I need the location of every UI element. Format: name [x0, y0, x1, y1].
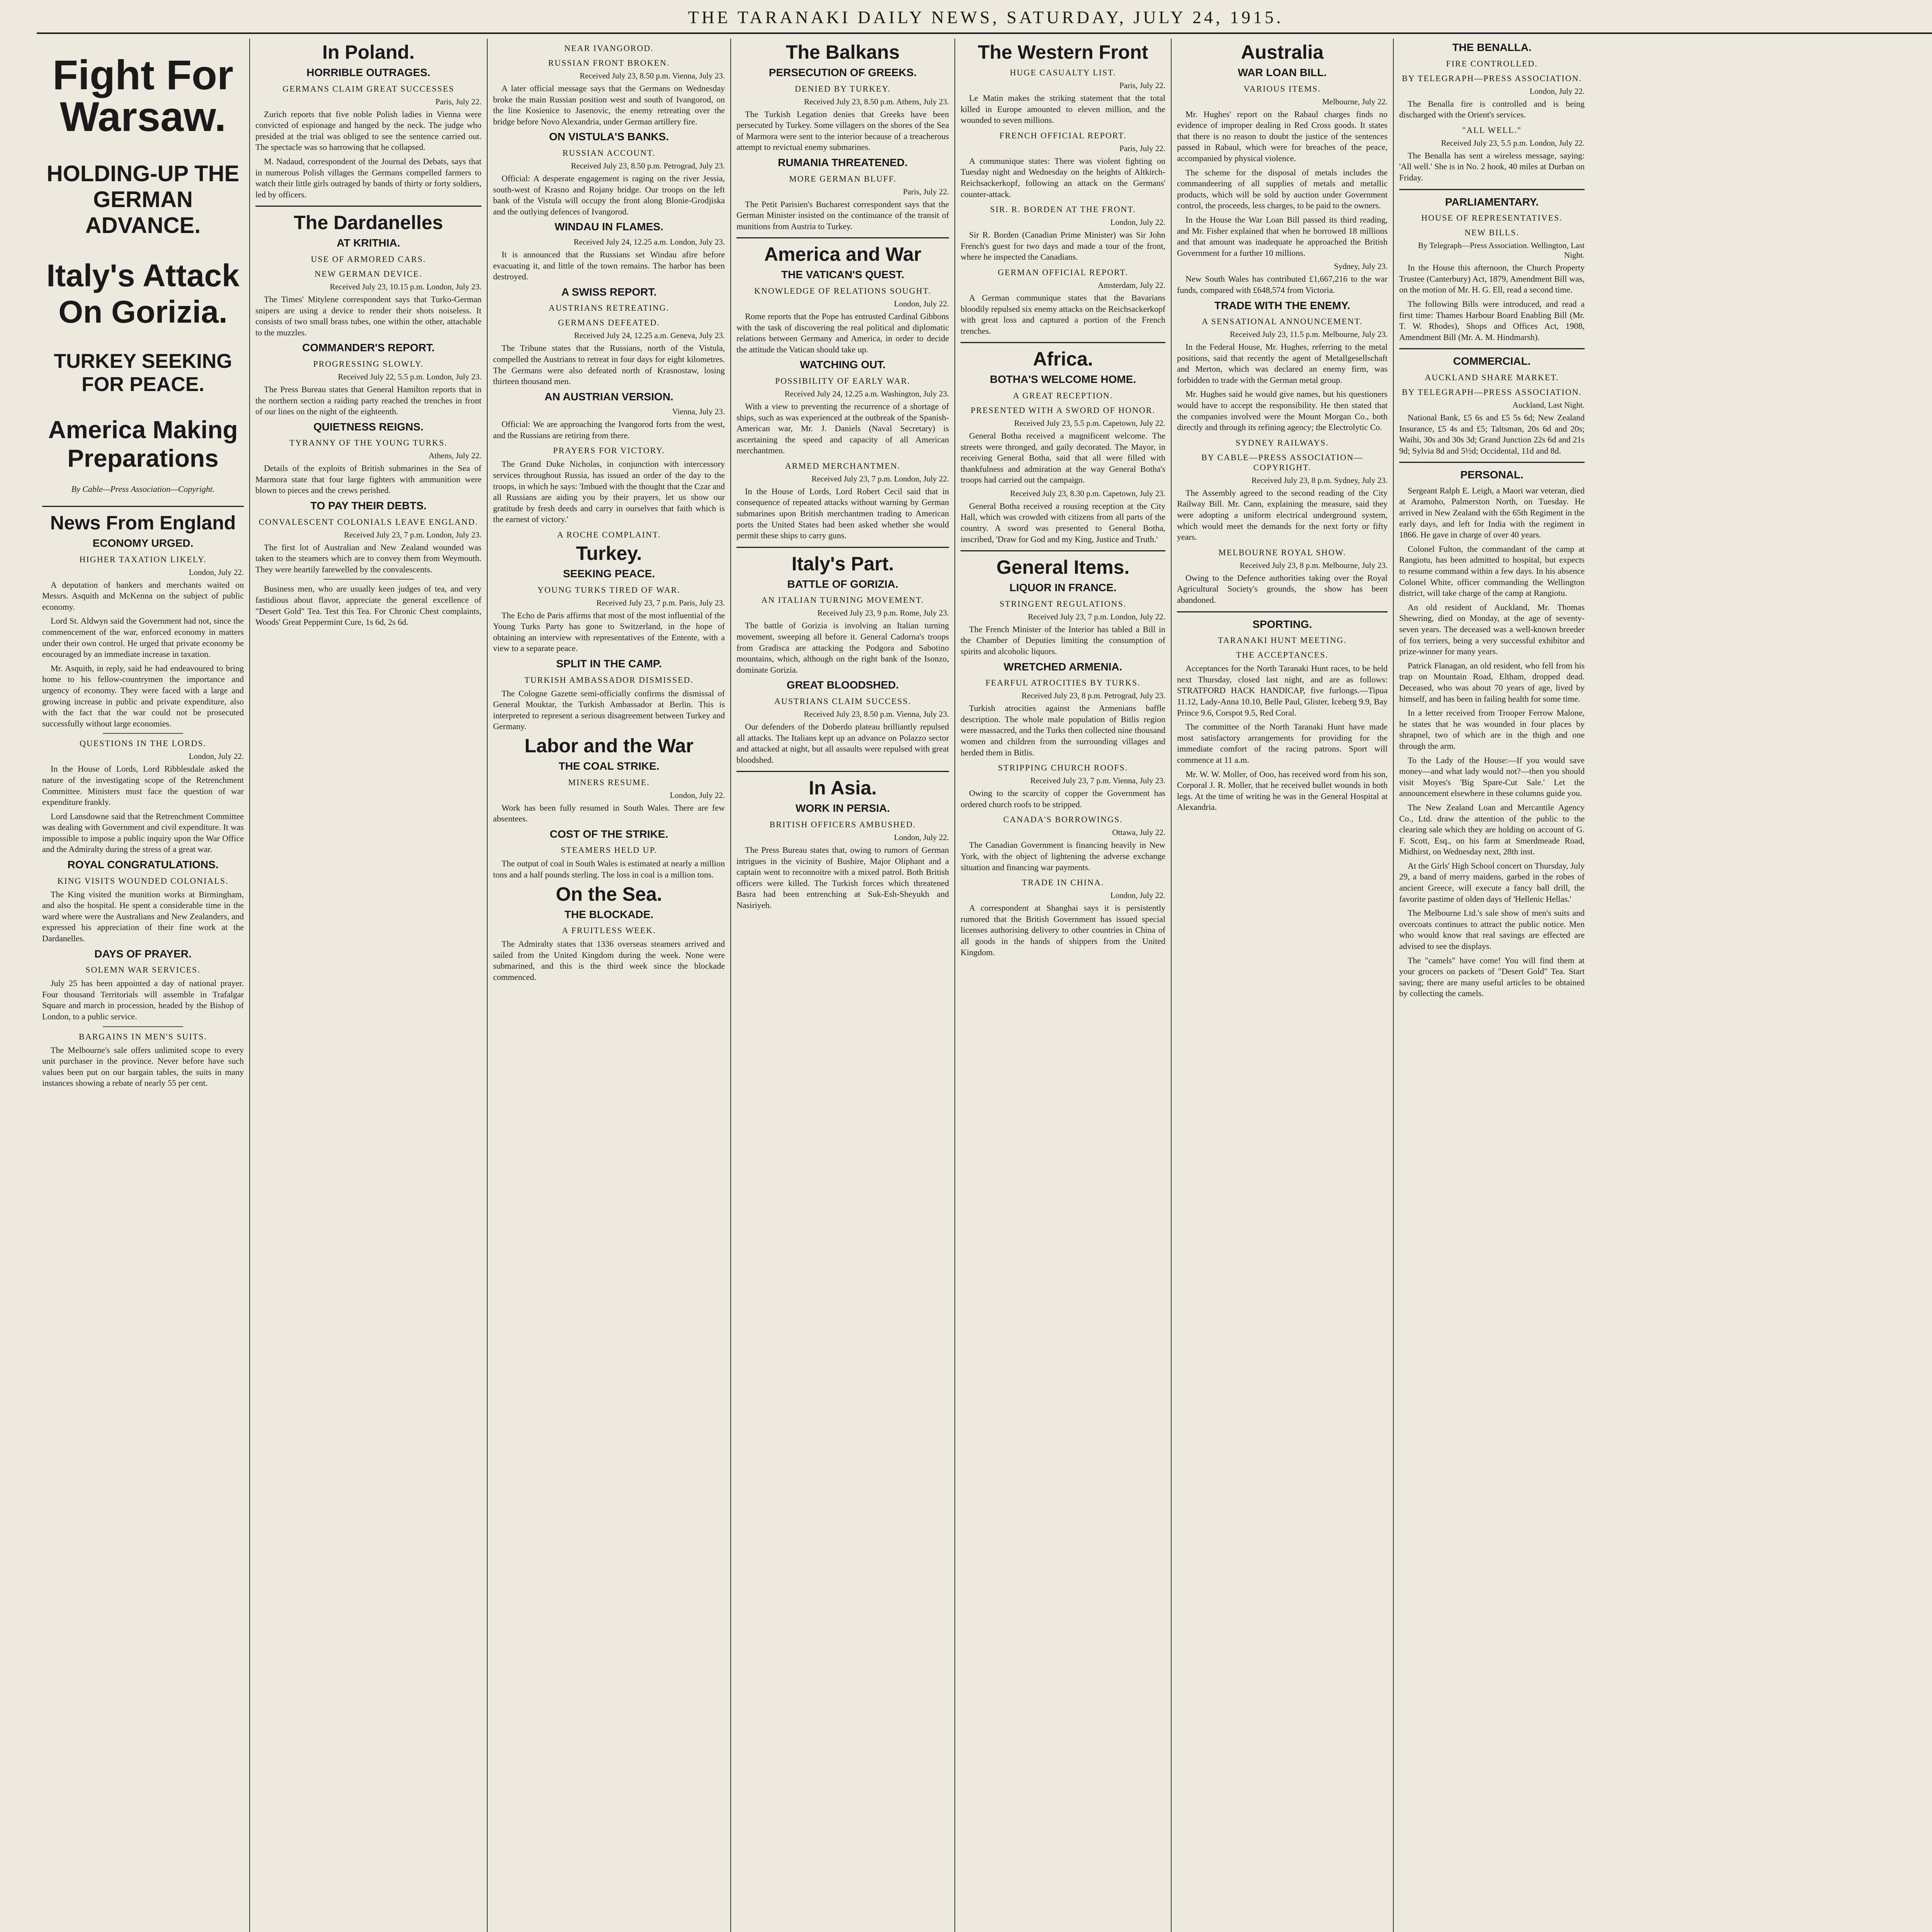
dateline: Melbourne, July 22. — [1322, 97, 1388, 106]
article-kicker: BY TELEGRAPH—PRESS ASSOCIATION. — [1401, 387, 1582, 397]
headline-america-preparations: America Making Preparations — [48, 416, 238, 472]
article-paragraph: The "camels" have come! You will find them at your grocers on packets of "Desert Gold" Tea. Start saving; there are many useful articles to be obtained by collecting the camels. — [1399, 955, 1585, 998]
article-paragraph: It is announced that the Russians set Windau afire before evacuating it, and little of the town remains. The harbor has been destroyed. — [493, 249, 725, 282]
headline-fight-for-warsaw: Fight For Warsaw. — [53, 51, 233, 140]
section-title: General Items. — [996, 556, 1130, 578]
column-6 — [1171, 39, 1393, 1932]
article-paragraph: The Cologne Gazette semi-officially confirms the dismissal of General Mouktar, the Turkish Ambassador at Berlin. This is interpreted to represent a serious disagreement between Turkey and Germany. — [493, 688, 725, 731]
article-kicker: STRINGENT REGULATIONS. — [999, 599, 1127, 609]
article-paragraph: The Canadian Government is financing heavily in New York, with the object of lightening the adverse exchange situation and financing war payments. — [961, 840, 1165, 872]
masthead-rule — [37, 32, 1932, 34]
dateline: Received July 23, 8.50 p.m. Vienna, July 23. — [580, 71, 725, 80]
article-kicker: RUSSIAN ACCOUNT. — [562, 148, 656, 158]
section-title: In Asia. — [809, 777, 877, 799]
section-subtitle: ON VISTULA'S BANKS. — [549, 131, 669, 143]
article-paragraph: A German communique states that the Bavarians bloodily repulsed six enemy attacks on the Reichsackerkopf with great loss and captured a portion of the French trenches. — [961, 293, 1165, 336]
dateline: Received July 24, 12.25 a.m. Washington, July 23. — [784, 389, 949, 398]
article-kicker: FRENCH OFFICIAL REPORT. — [999, 130, 1127, 140]
article-kicker: MELBOURNE ROYAL SHOW. — [1218, 547, 1346, 557]
article-paragraph: Mr. W. W. Moller, of Ooo, has received word from his son, Corporal J. R. Moller, that he received bullet wounds in both legs. At the time of writing he was in the General Hospital at Alexandria. — [1177, 769, 1388, 812]
article-paragraph: A deputation of bankers and merchants waited on Messrs. Asquith and McKenna on the subject of public economy. — [42, 580, 244, 612]
article-paragraph: July 25 has been appointed a day of national prayer. Four thousand Territorials will assemble in Trafalgar Square and march in procession, headed by the Bishop of London, to a public service. — [42, 978, 244, 1021]
section-title: The Dardanelles — [294, 212, 443, 234]
dateline: Received July 22, 5.5 p.m. London, July 23. — [338, 372, 481, 381]
article-paragraph: The Press Bureau states that, owing to rumors of German intrigues in the vicinity of Bushire, Major Oliphant and a captain went to reconnoitre with a mixed patrol. Both British officers were killed. The Turkish forces which threatened Basra had been entrenching at Suk-Esh-Sheyukh and Nasiriyeh. — [736, 845, 949, 910]
article-paragraph: The following Bills were introduced, and read a first time: Thames Harbour Board Enabling Bill (Mr. T. W. Rhodes), Shops and Offices Act, 1908, Amendment Bill (Mr. A. M. Hindmarsh). — [1399, 299, 1585, 342]
article-kicker: KNOWLEDGE OF RELATIONS SOUGHT. — [754, 286, 931, 296]
dateline: Received July 23, 7 p.m. London, July 22. — [1028, 612, 1165, 621]
section-subtitle: ROYAL CONGRATULATIONS. — [67, 859, 219, 871]
dateline: Paris, July 22. — [1119, 143, 1165, 153]
article-kicker: A FRUITLESS WEEK. — [562, 925, 656, 935]
dateline: Received July 23, 8.50 p.m. Athens, July 23. — [804, 97, 949, 106]
article-paragraph: The Tribune states that the Russians, north of the Vistula, compelled the Austrians to retreat in four days for eight kilometres. The Germans were also defeated north of Krasnostaw, losing thirteen thousand men. — [493, 343, 725, 386]
article-kicker: USE OF ARMORED CARS. — [311, 254, 426, 264]
article-kicker: "ALL WELL." — [1462, 125, 1522, 135]
column-4 — [730, 39, 954, 1932]
article-paragraph: General Botha received a magnificent welcome. The streets were thronged, and gaily decorated. The Mayor, in receiving General Botha, said that all were filled with thankfulness and admiration at the way General Botha's troops had carried out the campaign. — [961, 430, 1165, 485]
article-paragraph: The Times' Mitylene correspondent says that Turko-German snipers are using a device to render their shots noiseless. It consists of two small brass tubes, one within the other, attachable to the muzzles. — [255, 294, 481, 337]
section-title: Australia — [1241, 41, 1324, 63]
section-subtitle: ECONOMY URGED. — [92, 537, 194, 549]
dateline: Received July 23, 5.5 p.m. Capetown, July 22. — [1014, 418, 1165, 428]
article-paragraph: Acceptances for the North Taranaki Hunt races, to be held next Thursday, closed last night, and are as follows: STRATFORD HACK HANDICAP, five furlongs.—Tipua 11.12, Lady-Anna 10.10, Belle Paul, Glister, Iceberg 9.9, Bay Prince 9.6, Corspot 9.5, Red Coral. — [1177, 663, 1388, 718]
dateline: Received July 23, 9 p.m. Rome, July 23. — [817, 608, 949, 618]
section-subtitle: SPORTING. — [1252, 618, 1312, 630]
article-kicker: STEAMERS HELD UP. — [561, 845, 657, 855]
article-paragraph: The Turkish Legation denies that Greeks have been persecuted by Turkey. Some villagers on the shores of the Sea of Marmora were sent to the interior because of a treacherous attempt to revictual enemy submarines. — [736, 109, 949, 152]
article-paragraph: Sergeant Ralph E. Leigh, a Maori war veteran, died at Aramoho, Palmerston North, on Tuesday. He arrived in New Zealand with the 65th Regiment in the early days, and left for India with the regiment in 1866. He gave in charge of over 40 years. — [1399, 485, 1585, 540]
dateline: Received July 24, 12.25 a.m. London, July 23. — [573, 237, 725, 247]
article-paragraph: Owing to the scarcity of copper the Government has ordered church roofs to be stripped. — [961, 788, 1165, 809]
article-kicker: THE ACCEPTANCES. — [1236, 650, 1329, 660]
article-paragraph: General Botha received a rousing reception at the City Hall, which was crowded with citizens from all parts of the country. A sword was presented to General Botha, inscribed, 'Draw for God and my King, Justice and Truth.' — [961, 501, 1165, 544]
dateline: Received July 23, 8.50 p.m. Petrograd, July 23. — [571, 161, 725, 170]
column-7 — [1393, 39, 1590, 1932]
divider — [961, 342, 1165, 343]
article-kicker: CONVALESCENT COLONIALS LEAVE ENGLAND. — [259, 517, 478, 527]
article-paragraph: Mr. Hughes' report on the Rabaul charges finds no evidence of improper dealing in Red Cross goods. It states that there is no reason to doubt the justice of the sentences passed in Rabaul, which were for breaches of the peace, accompanied by physical violence. — [1177, 109, 1388, 163]
article-kicker: GERMANS DEFEATED. — [558, 318, 660, 328]
column-1 — [37, 39, 249, 1932]
article-kicker: PROGRESSING SLOWLY. — [313, 359, 424, 369]
article-kicker: FIRE CONTROLLED. — [1446, 58, 1538, 68]
divider — [1399, 348, 1585, 349]
article-paragraph: Zurich reports that five noble Polish ladies in Vienna were convicted of espionage and hanged by the neck. The judge who presided at the trial was obliged to see the sentence carried out. The spectacle was so harrowing that he collapsed. — [255, 109, 481, 152]
article-kicker: SYDNEY RAILWAYS. — [1235, 437, 1329, 447]
article-paragraph: The battle of Gorizia is involving an Italian turning movement, sweeping all before it. General Cadorna's troops from Gradisca are attacking the Podgora and Sabotino mountains, which, although on the right bank of the Isonzo, dominate Gorizia. — [736, 621, 949, 675]
article-paragraph: The Admiralty states that 1336 overseas steamers arrived and sailed from the United Kingdom during the week. None were submarined, and this is the third week since the blockade commenced. — [493, 939, 725, 982]
section-subtitle: WAR LOAN BILL. — [1238, 66, 1327, 78]
section-subtitle: AN AUSTRIAN VERSION. — [544, 390, 673, 403]
section-subtitle: PARLIAMENTARY. — [1445, 196, 1539, 208]
article-paragraph: The Assembly agreed to the second reading of the City Railway Bill. Mr. Cann, explaining the measure, said they were adopting a uniform electrical underground system, which would meet the demands for the next forty or fifty years. — [1177, 488, 1388, 542]
article-kicker: TURKISH AMBASSADOR DISMISSED. — [524, 675, 694, 685]
article-paragraph: M. Nadaud, correspondent of the Journal des Debats, says that in numerous Polish villages the Germans compelled farmers to watch their little girls outraged by bands of thirty or forty soldiers, led by officers. — [255, 156, 481, 199]
article-paragraph: Le Matin makes the striking statement that the total killed in Europe amounted to eleven million, and the wounded to seven millions. — [961, 93, 1165, 125]
section-subtitle: TO PAY THEIR DEBTS. — [310, 500, 427, 512]
article-paragraph: The Benalla has sent a wireless message, saying: 'All well.' She is in No. 2 hook, 40 miles at Durban on Friday. — [1399, 150, 1585, 182]
dateline: London, July 22. — [189, 567, 244, 577]
article-paragraph: The output of coal in South Wales is estimated at nearly a million tons and a half pounds sterling. The loss in coal is a million tons. — [493, 859, 725, 879]
article-paragraph: The committee of the North Taranaki Hunt have made most satisfactory arrangements for providing for the immediate comfort of the racing patrons. Sport will commence at 11 a.m. — [1177, 722, 1388, 765]
dateline: Received July 23, 8.30 p.m. Capetown, July 23. — [1010, 488, 1165, 498]
section-subtitle: SPLIT IN THE CAMP. — [556, 658, 662, 670]
section-subtitle: BOTHA'S WELCOME HOME. — [990, 373, 1136, 386]
article-kicker: NEW BILLS. — [1464, 228, 1519, 238]
article-kicker: YOUNG TURKS TIRED OF WAR. — [537, 585, 680, 595]
dateline: Received July 23, 11.5 p.m. Melbourne, July 23. — [1230, 330, 1388, 339]
article-kicker: AN ITALIAN TURNING MOVEMENT. — [761, 595, 924, 605]
divider — [103, 733, 184, 734]
article-kicker: STRIPPING CHURCH ROOFS. — [998, 763, 1128, 773]
article-kicker: RUSSIAN FRONT BROKEN. — [548, 58, 670, 68]
divider — [736, 547, 949, 548]
dateline: Sydney, July 23. — [1334, 262, 1388, 271]
section-subtitle: SEEKING PEACE. — [563, 568, 655, 580]
section-subtitle: DAYS OF PRAYER. — [94, 947, 192, 960]
headline-german-advance: HOLDING-UP THE GERMAN ADVANCE. — [46, 161, 240, 238]
dateline: London, July 22. — [1110, 218, 1165, 227]
article-paragraph: A correspondent at Shanghai says it is persistently rumored that the British Government has issued special licenses authorising delivery to other countries in China of all goods in the hands of shippers from the United Kingdom. — [961, 903, 1165, 957]
dateline: Received July 24, 12.25 a.m. Geneva, July 23. — [574, 331, 725, 340]
section-subtitle: THE COAL STRIKE. — [558, 760, 660, 772]
article-paragraph: Details of the exploits of British submarines in the Sea of Marmora state that four large fighters with ammunition were blown to pieces and the crews perished. — [255, 463, 481, 495]
divider — [961, 550, 1165, 551]
section-subtitle: THE VATICAN'S QUEST. — [781, 269, 905, 281]
article-paragraph: In the House of Lords, Lord Ribblesdale asked the nature of the investigating scope of the Retrenchment Committee. Ministers must face the question of war expenditure frankly. — [42, 764, 244, 807]
section-subtitle: RUMANIA THREATENED. — [778, 156, 908, 168]
dateline: Received July 23, 8.50 p.m. Vienna, July 23. — [804, 709, 949, 719]
article-kicker: AUSTRIANS RETREATING. — [548, 303, 670, 313]
dateline: Paris, July 22. — [903, 187, 949, 196]
section-title: On the Sea. — [556, 883, 662, 905]
section-title: Italy's Part. — [791, 553, 894, 575]
dateline: Received July 23, 8 p.m. Sydney, July 23. — [1251, 475, 1388, 485]
article-kicker: CANADA'S BORROWINGS. — [1003, 815, 1123, 825]
divider — [736, 771, 949, 772]
article-paragraph: The scheme for the disposal of metals includes the commandeering of all supplies of metals and metallic products, which will be sold by auction under Government control, the proceeds, less charges, to be paid to the owners. — [1177, 167, 1388, 211]
dateline: London, July 22. — [1529, 86, 1585, 96]
article-paragraph: New South Wales has contributed £1,667,216 to the war funds, compared with £648,574 from Victoria. — [1177, 274, 1388, 295]
dateline: Received July 23, 10.15 p.m. London, July 23. — [330, 282, 481, 291]
divider — [103, 1026, 184, 1027]
article-paragraph: The King visited the munition works at Birmingham, and also the hospital. He spent a considerable time in the ward where were the Australians and New Zealanders, and expressed his appreciation of their fine work at the Dardanelles. — [42, 889, 244, 944]
article-paragraph: At the Girls' High School concert on Thursday, July 29, a band of merry maidens, garbed in the robes of ancient Greece, will execute a fancy ball drill, the favorite pastime of olden days of 'Hellenic Hellas.' — [1399, 861, 1585, 904]
article-paragraph: In the House the War Loan Bill passed its third reading, and Mr. Fisher explained that when he borrowed 18 millions and that amount was inadequate he approached the British Government for a further 10 millions. — [1177, 214, 1388, 258]
dateline: Received July 23, 7 p.m. London, July 22. — [811, 474, 949, 483]
article-paragraph: Lord St. Aldwyn said the Government had not, since the commencement of the war, enforced economy in matters under their own control. He urged that private economy be encouraged by an immediate increase in taxation. — [42, 616, 244, 659]
article-kicker: GERMAN OFFICIAL REPORT. — [998, 267, 1128, 277]
article-kicker: NEW GERMAN DEVICE. — [315, 269, 422, 279]
article-kicker: MORE GERMAN BLUFF. — [789, 173, 897, 184]
dateline: Vienna, July 23. — [672, 407, 725, 417]
article-kicker: GERMANS CLAIM GREAT SUCCESSES — [282, 83, 454, 94]
divider — [323, 579, 414, 580]
section-title: Africa. — [1033, 348, 1093, 370]
dateline: London, July 22. — [894, 299, 949, 308]
article-paragraph: National Bank, £5 6s and £5 5s 6d; New Zealand Insurance, £5 4s and £5; Taltsman, 20s 6d and 20s; Waihi, 30s and 30s 3d; Grand Junction 22s 6d and 21s 9d; Sylvia 8d and 5½d; Occidental, 11d and 8d. — [1399, 412, 1585, 456]
article-paragraph: The Benalla fire is controlled and is being discharged with the Orient's services. — [1399, 99, 1585, 120]
article-kicker: A GREAT RECEPTION. — [1013, 390, 1113, 400]
section-subtitle: QUIETNESS REIGNS. — [313, 420, 423, 433]
dateline: Received July 23, 5.5 p.m. London, July 22. — [1441, 138, 1585, 148]
article-paragraph: The Grand Duke Nicholas, in conjunction with intercessory services throughout Russia, has issued an order of the day to the troops, in which he says: 'Imbued with the thought that the Czar and all Russians are aiding you by their prayers, let us show our gratitude by fresh deeds and carry in ourselves that faith which is the earnest of victory.' — [493, 459, 725, 524]
byline: By Cable—Press Association—Copyright. — [71, 484, 215, 494]
advertisement-text: Business men, who are usually keen judges of tea, and very fastidious about flavor, appreciate the general excellence of "Desert Gold" Tea. Test this Tea. For Chronic Chest complaints, Woods' Great Peppermint Cure, 1s 6d, 2s 6d. — [255, 584, 481, 627]
article-paragraph: Lord Lansdowne said that the Retrenchment Committee was dealing with Government and civil expenditure. It was impossible to impose a public inquiry upon the War Office and the Admiralty during the stress of a great war. — [42, 811, 244, 854]
section-subtitle: TRADE WITH THE ENEMY. — [1214, 299, 1350, 311]
section-title: In Poland. — [322, 41, 415, 63]
divider — [1399, 189, 1585, 190]
section-subtitle: AT KRITHIA. — [337, 237, 400, 249]
article-paragraph: The French Minister of the Interior has tabled a Bill in the Chamber of Deputies limiting the consumption of spirits and alcoholic liquors. — [961, 624, 1165, 656]
article-kicker: TARANAKI HUNT MEETING. — [1218, 635, 1347, 645]
dateline: London, July 22. — [670, 790, 725, 800]
column-5 — [954, 39, 1171, 1932]
article-paragraph: In a letter received from Trooper Ferrow Malone, he states that he was wounded in four places by shrapnel, two of which are in the thigh and one through the arm. — [1399, 708, 1585, 751]
column-2 — [249, 39, 487, 1932]
article-kicker: POSSIBILITY OF EARLY WAR. — [775, 376, 911, 386]
article-kicker: TYRANNY OF THE YOUNG TURKS. — [289, 438, 448, 448]
headline-italy-gorizia: Italy's Attack On Gorizia. — [46, 258, 240, 330]
article-paragraph: With a view to preventing the recurrence of a shortage of ships, such as was experienced at the outbreak of the Spanish-American war, Mr. J. Daniels (Naval Secretary) is ascertaining the speed and capacity of all American merchantmen. — [736, 401, 949, 456]
article-paragraph: In the House of Lords, Lord Robert Cecil said that in consequence of repeated attacks without warning by German submarines upon British merchantmen trading to American ports the United States had been asked whether she would permit these ships to carry guns. — [736, 486, 949, 541]
article-kicker: A ROCHE COMPLAINT. — [557, 530, 661, 540]
article-paragraph: A later official message says that the Germans on Wednesday broke the main Russian position west and south of Ivangorod, on the line Kosienice to Jasenovic, the enemy retreating over the bridge before Novo Alexandria, under German artillery fire. — [493, 83, 725, 126]
masthead: THE TARANAKI DAILY NEWS, SATURDAY, JULY 24, 1915. — [688, 7, 1284, 27]
section-subtitle: COMMERCIAL. — [1453, 355, 1531, 367]
advertisement-title: BARGAINS IN MEN'S SUITS. — [79, 1031, 207, 1041]
article-paragraph: Rome reports that the Pope has entrusted Cardinal Gibbons with the task of discovering the real political and diplomatic relations between Germany and America, in order to decide the attitude the Vatican should take up. — [736, 311, 949, 354]
section-title: News From England — [50, 512, 236, 534]
article-kicker: BY TELEGRAPH—PRESS ASSOCIATION. — [1401, 73, 1582, 83]
section-subtitle: GREAT BLOODSHED. — [786, 679, 899, 691]
article-kicker: QUESTIONS IN THE LORDS. — [80, 738, 206, 748]
dateline: London, July 22. — [894, 832, 949, 842]
article-kicker: DENIED BY TURKEY. — [794, 83, 891, 94]
article-paragraph: Colonel Fulton, the commandant of the camp at Rangiotu, has been admitted to hospital, but expects to resume command within a few days. In his absence Colonel White, officer commanding the Wellington district, will take charge of the camp at Rangiotu. — [1399, 544, 1585, 598]
dateline: Ottawa, July 22. — [1112, 828, 1165, 837]
article-paragraph: The Press Bureau states that General Hamilton reports that in the northern section a raiding party reached the trenches in front of our lines on the night of the eighteenth. — [255, 384, 481, 417]
section-subtitle: THE BLOCKADE. — [564, 908, 654, 920]
dateline: Received July 23, 7 p.m. Paris, July 23. — [596, 598, 725, 607]
article-kicker: AUSTRIANS CLAIM SUCCESS. — [774, 696, 912, 706]
article-kicker: VARIOUS ITEMS. — [1243, 83, 1321, 94]
headline-turkey-peace: TURKEY SEEKING FOR PEACE. — [54, 350, 232, 396]
section-title: The Western Front — [978, 41, 1148, 63]
section-subtitle: PERSECUTION OF GREEKS. — [769, 66, 917, 78]
article-paragraph: The first lot of Australian and New Zealand wounded was taken to the steamers which are to convey them from Weymouth. They were heartily farewelled by the convalescents. — [255, 542, 481, 574]
divider — [1177, 611, 1388, 612]
article-paragraph: A communique states: There was violent fighting on Tuesday night and Wednesday on the heights of Altkirch-Reichsackerkopf, following an attack on the Germans' counter-attack. — [961, 156, 1165, 199]
dateline: Received July 23, 7 p.m. London, July 23. — [344, 530, 481, 539]
dateline: Received July 23, 8 p.m. Petrograd, July 23. — [1021, 691, 1165, 701]
article-paragraph: An old resident of Auckland, Mr. Thomas Shewring, died on Monday, at the age of seventy-seven years. The deceased was a well-known breeder of fox terriers, being a very successful exhibitor and prize-winner for many years. — [1399, 602, 1585, 656]
article-paragraph: Patrick Flanagan, an old resident, who fell from his trap on Mountain Road, Eltham, dropped dead. Deceased, who was about 70 years of age, lived by himself, and has been in failing health for some time. — [1399, 660, 1585, 704]
article-kicker: HIGHER TAXATION LIKELY. — [79, 554, 207, 564]
section-subtitle: PERSONAL. — [1460, 469, 1524, 481]
article-paragraph: Sir R. Borden (Canadian Prime Minister) was Sir John French's guest for two days and made a tour of the front, where he inspected the Canadians. — [961, 230, 1165, 262]
article-kicker: KING VISITS WOUNDED COLONIALS. — [57, 876, 229, 886]
article-kicker: BY CABLE—PRESS ASSOCIATION—COPYRIGHT. — [1201, 452, 1363, 472]
article-kicker: BRITISH OFFICERS AMBUSHED. — [769, 819, 916, 829]
advertisement-text: The Melbourne's sale offers unlimited scope to every unit purchaser in the province. Never before have such values been put on our bargain tables, the suits in many instances showing a rebate of nearly 55 per cent. — [42, 1045, 244, 1088]
section-subtitle: COMMANDER'S REPORT. — [302, 342, 435, 354]
dateline: Received July 23, 7 p.m. Vienna, July 23. — [1030, 776, 1165, 786]
divider — [1399, 462, 1585, 463]
article-paragraph: To the Lady of the House:—If you would save money—and what lady would not?—then you should visit Moyes's 'Big Spare-Cut Sale.' Let the announcement elsewhere in these columns guide you. — [1399, 755, 1585, 798]
article-kicker: HUGE CASUALTY LIST. — [1010, 68, 1116, 77]
article-kicker: SIR. R. BORDEN AT THE FRONT. — [990, 204, 1136, 214]
article-paragraph: Official: We are approaching the Ivangorod forts from the west, and the Russians are retiring from there. — [493, 419, 725, 440]
section-subtitle: WATCHING OUT. — [800, 359, 886, 371]
section-subtitle: BATTLE OF GORIZIA. — [787, 578, 898, 590]
article-kicker: PRESENTED WITH A SWORD OF HONOR. — [971, 405, 1155, 415]
divider — [736, 237, 949, 238]
article-paragraph: The New Zealand Loan and Mercantile Agency Co., Ltd. draw the attention of the public to the clearing sale which they are holding on account of G. F. Scott, Esq., on his farm at Smerdmeade Road, Midhirst, on Wednesday next, 28th inst. — [1399, 802, 1585, 857]
section-title: America and War — [764, 243, 922, 265]
article-kicker: HOUSE OF REPRESENTATIVES. — [1421, 213, 1563, 223]
dateline: Athens, July 22. — [429, 451, 481, 461]
divider — [42, 506, 244, 507]
dateline: Auckland, Last Night. — [1512, 400, 1585, 410]
article-kicker: ARMED MERCHANTMEN. — [785, 461, 901, 471]
article-paragraph: Our defenders of the Doberdo plateau brilliantly repulsed all attacks. The Italians kept up an advance on Polazzo sector and attacked at night, but all assaults were repulsed with great bloodshed. — [736, 722, 949, 765]
article-paragraph: Mr. Asquith, in reply, said he had endeavoured to bring home to his fellow-countrymen the importance and urgency of economy. They were faced with a large and growing increase in public and private expenditure, also with the fact that the war could not be prosecuted successfully without large economies. — [42, 663, 244, 728]
section-title: Turkey. — [576, 543, 642, 565]
dateline: Paris, July 22. — [1119, 81, 1165, 90]
article-kicker: PRAYERS FOR VICTORY. — [553, 446, 665, 456]
dateline: Paris, July 22. — [435, 97, 481, 106]
article-kicker: FEARFUL ATROCITIES BY TURKS. — [985, 678, 1141, 688]
section-subtitle: COST OF THE STRIKE. — [549, 828, 668, 840]
section-subtitle: HORRIBLE OUTRAGES. — [306, 66, 430, 78]
article-kicker: TRADE IN CHINA. — [1022, 878, 1104, 888]
section-subtitle: WRETCHED ARMENIA. — [1003, 660, 1122, 673]
article-paragraph: In the House this afternoon, the Church Property Trustee (Canterbury) Act, 1879, Amendment Bill was, on the motion of Mr. H. G. Ell, read a second time. — [1399, 263, 1585, 295]
article-paragraph: The Melbourne Ltd.'s sale show of men's suits and overcoats continues to attract the public notice. Men who would know that real savings are effected are advised to see the displays. — [1399, 908, 1585, 951]
article-kicker: MINERS RESUME. — [568, 777, 650, 787]
article-paragraph: In the Federal House, Mr. Hughes, referring to the metal positions, said that recently the agent of Metallgesellschaft and Merton, which was declared an enemy firm, was forbidden to trade with the German metal group. — [1177, 342, 1388, 385]
dateline: Amsterdam, July 22. — [1098, 280, 1165, 290]
dateline: London, July 22. — [189, 752, 244, 761]
article-paragraph: Work has been fully resumed in South Wales. There are few absentees. — [493, 803, 725, 824]
divider — [255, 206, 481, 207]
section-title: The Balkans — [786, 41, 900, 63]
dateline: London, July 22. — [1110, 891, 1165, 900]
article-paragraph: Official: A desperate engagement is raging on the river Jessia, south-west of Krasno and Rojany bridge. Our troops on the left bank of the Vistula will occupy the front along Blonie-Grodjiska and the outlying defences of Ivangorod. — [493, 173, 725, 216]
article-kicker: A SENSATIONAL ANNOUNCEMENT. — [1202, 316, 1363, 327]
article-paragraph: The Petit Parisien's Bucharest correspondent says that the German Minister insisted on the continuance of the transit of munitions from Austria to Turkey. — [736, 199, 949, 231]
article-paragraph: Owing to the Defence authorities taking over the Royal Agricultural Society's grounds, the show has been abandoned. — [1177, 573, 1388, 605]
section-subtitle: WORK IN PERSIA. — [795, 802, 890, 815]
article-kicker: SOLEMN WAR SERVICES. — [85, 965, 201, 975]
article-paragraph: The Echo de Paris affirms that most of the most influential of the Young Turks Party has gone to Switzerland, in the hope of obtaining an interview with representatives of the Entente, with a view to a separate peace. — [493, 610, 725, 653]
article-paragraph: Mr. Hughes said he would give names, but his questioners would have to accept the responsibility. He then stated that the companies involved were the Mount Morgan Co., both directly and through its refining agency; the Electrolytic Co. — [1177, 389, 1388, 432]
column-3 — [487, 39, 730, 1932]
dateline: Received July 23, 8 p.m. Melbourne, July 23. — [1240, 560, 1388, 570]
article-kicker: AUCKLAND SHARE MARKET. — [1425, 372, 1559, 382]
article-kicker: NEAR IVANGOROD. — [564, 43, 654, 53]
section-subtitle: THE BENALLA. — [1452, 41, 1532, 53]
article-paragraph: Turkish atrocities against the Armenians baffle description. The whole male population of Bitlis region were massacred, and the Turks then collected nine thousand women and children from the surrounding villages and herded them in Bitlis. — [961, 703, 1165, 757]
section-subtitle: A SWISS REPORT. — [561, 286, 657, 298]
dateline: By Telegraph—Press Association. Wellington, Last Night. — [1418, 241, 1585, 260]
section-title: Labor and the War — [524, 735, 694, 757]
section-subtitle: LIQUOR IN FRANCE. — [1009, 582, 1117, 594]
section-subtitle: WINDAU IN FLAMES. — [554, 221, 663, 233]
